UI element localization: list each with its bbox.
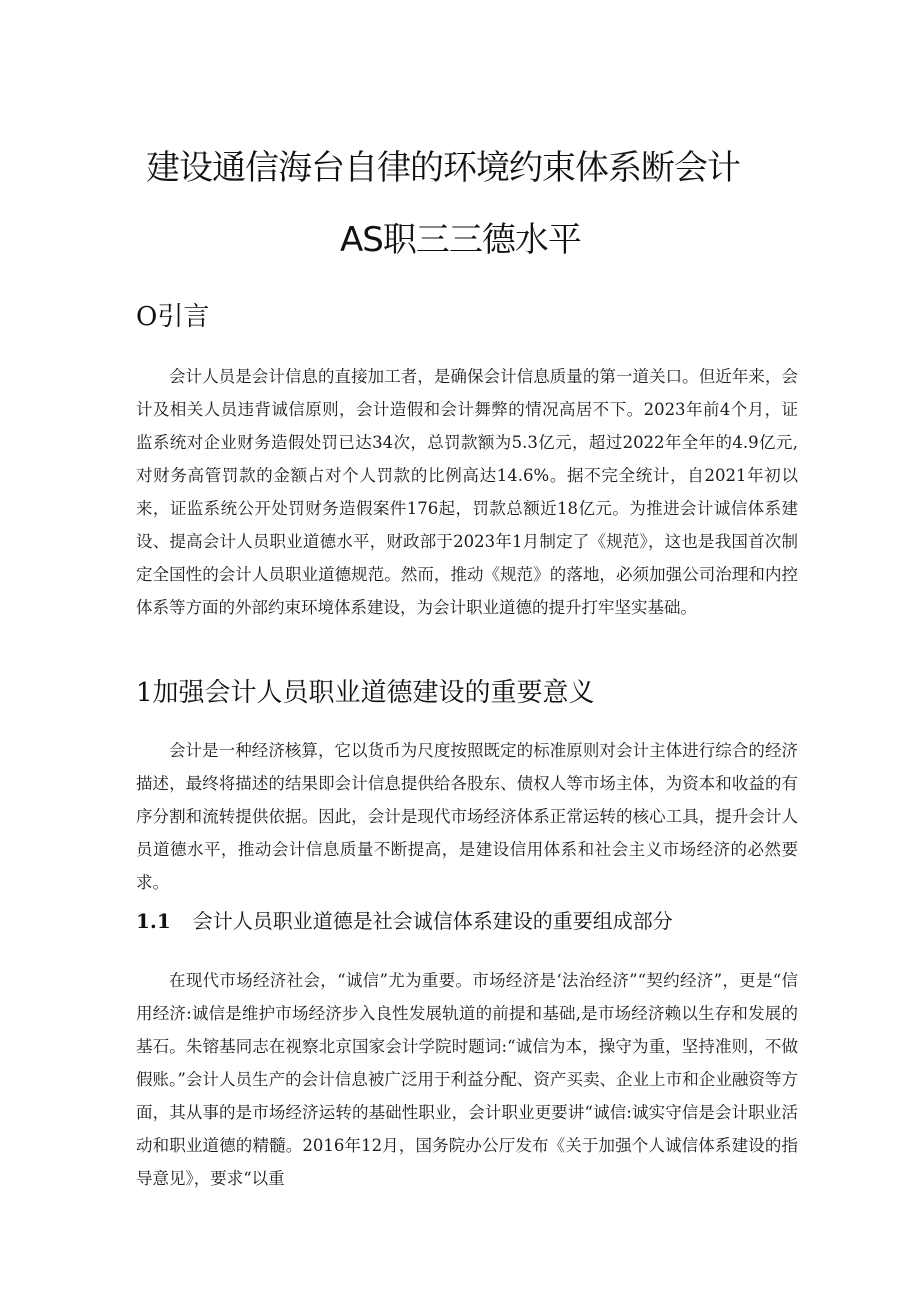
subsection-1-1-paragraph: 在现代市场经济社会，“诚信”尤为重要。市场经济是‘法治经济”“契约经济”，更是“信用经济:诚信是维护市场经济步入良性发展轨道的前提和基础,是市场经济赖以生存和发展的基石。朱镕基同志在视察北京国家会计学院时题词:“诚信为本，操守为重，坚持准则，不做假账。”会计人员生产的会计信息被广泛用于利益分配、资产买卖、企业上市和企业融资等方面，其从事的是市场经济运转的基础性职业，会计职业更要讲“诚信:诚实守信是会计职业活动和职业道德的精髓。2016年12月，国务院办公厅发布《关于加强个人诚信体系建设的指导意见》，要求“以重 [136, 971, 798, 1188]
section-1-paragraph: 会计是一种经济核算，它以货币为尺度按照既定的标准原则对会计主体进行综合的经济描述，最终将描述的结果即会计信息提供给各股东、债权人等市场主体，为资本和收益的有序分割和流转提供依据。因此，会计是现代市场经济体系正常运转的核心工具，提升会计人员道德水平，推动会计信息质量不断提高，是建设信用体系和社会主义市场经济的必然要求。 [136, 741, 798, 892]
section-heading-1: 1加强会计人员职业道德建设的重要意义 [136, 678, 595, 708]
section-heading-introduction: O引言 [136, 302, 210, 332]
introduction-paragraph: 会计人员是会计信息的直接加工者，是确保会计信息质量的第一道关口。但近年来，会计及相关人员违背诚信原则，会计造假和会计舞弊的情况高居不下。2023年前4个月，证监系统对企业财务造假处罚已达34次，总罚款额为5.3亿元，超过2022年全年的4.9亿元,对财务高管罚款的金额占对个人罚款的比例高达14.6%。据不完全统计，自2021年初以来，证监系统公开处罚财务造假案件176起，罚款总额近18亿元。为推进会计诚信体系建设、提高会计人员职业道德水平，财政部于2023年1月制定了《规范》，这也是我国首次制定全国性的会计人员职业道德规范。然而，推动《规范》的落地，必须加强公司治理和内控体系等方面的外部约束环境体系建设，为会计职业道德的提升打牢坚实基础。 [136, 367, 798, 617]
subsection-heading-1-1 [136, 905, 673, 934]
subsection-number: 1.1 [136, 909, 171, 933]
document-title-line-2: AS职三三德水平 [340, 220, 581, 260]
subsection-title: 会计人员职业道德是社会诚信体系建设的重要组成部分 [192, 909, 673, 933]
document-title-line-1: 建设通信海台自律的环境约束体系断会计 [146, 148, 740, 188]
